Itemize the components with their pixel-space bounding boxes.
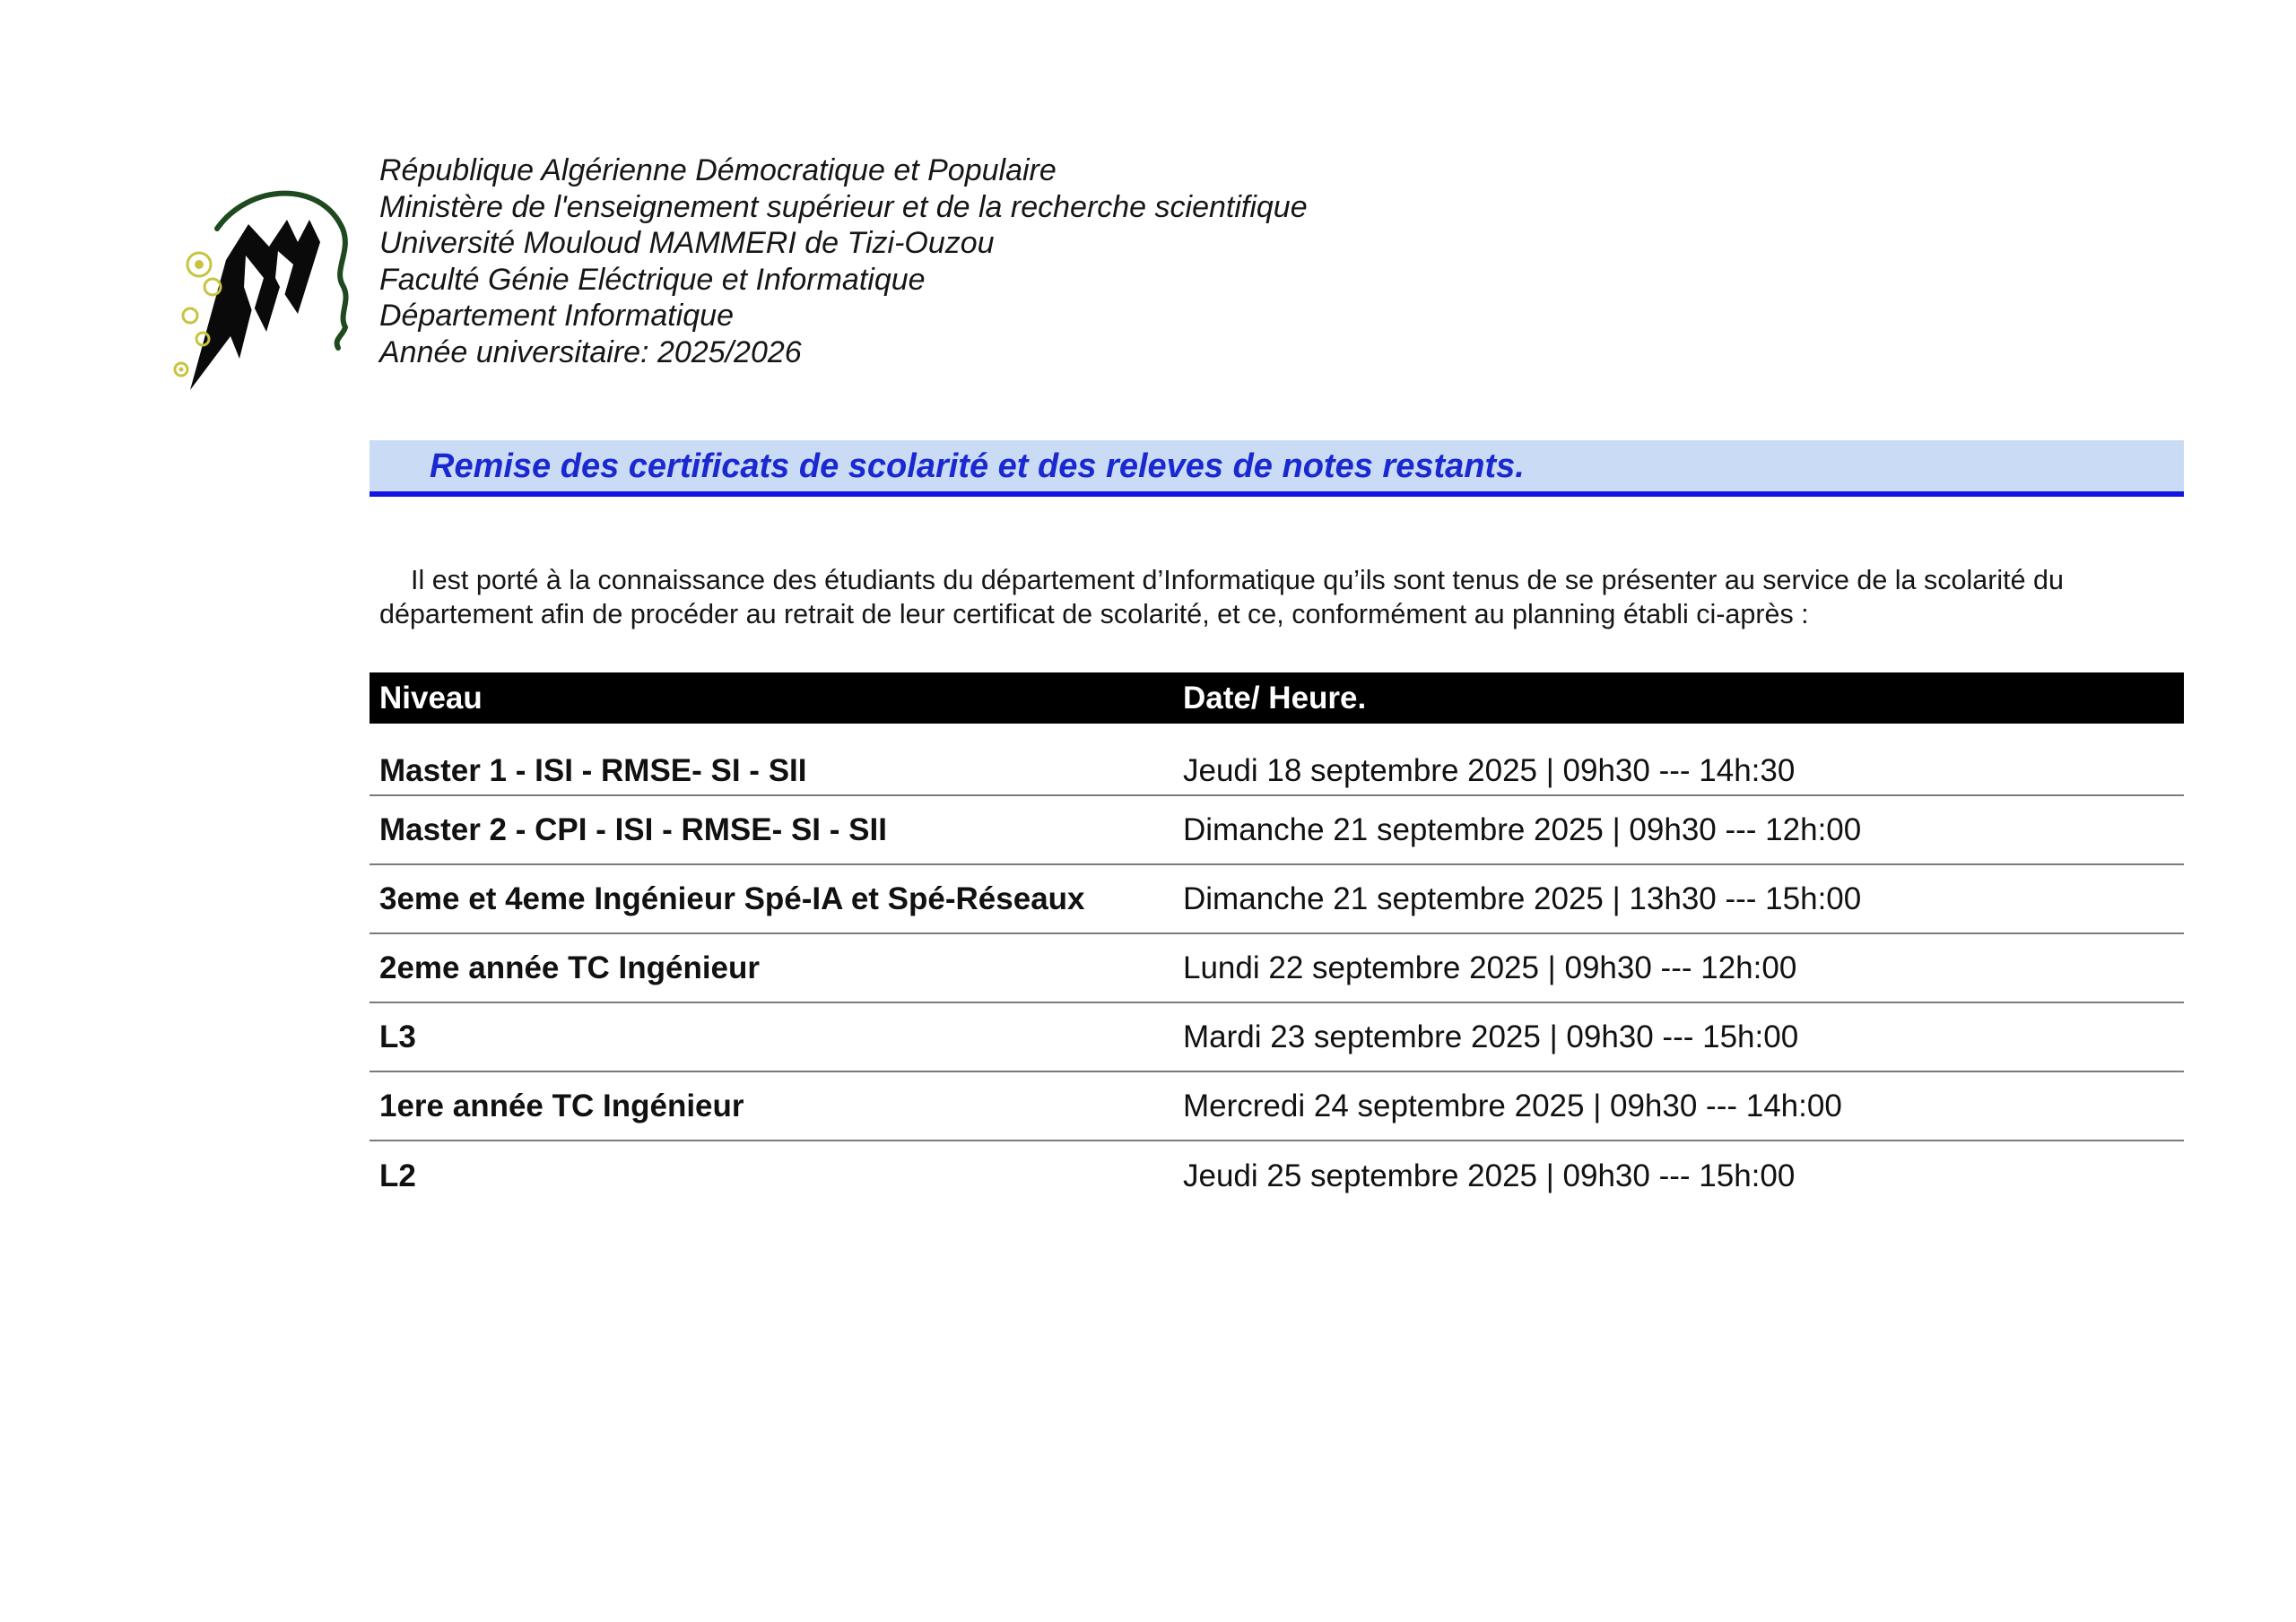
table-row bbox=[370, 934, 2184, 1003]
table-row bbox=[370, 1003, 2184, 1072]
cell-niveau: L2 bbox=[379, 1158, 416, 1193]
page-title: Remise des certificats de scolarité et des releves de notes restants. bbox=[430, 447, 1525, 485]
column-header-date: Date/ Heure. bbox=[1183, 680, 1367, 716]
header-line-republic: République Algérienne Démocratique et Populaire bbox=[379, 153, 1057, 187]
header-line-academic-year: Année universitaire: 2025/2026 bbox=[379, 334, 802, 369]
column-header-niveau: Niveau bbox=[379, 680, 483, 716]
cell-niveau: Master 1 - ISI - RMSE- SI - SII bbox=[379, 753, 807, 788]
cell-date: Mercredi 24 septembre 2025 | 09h30 --- 14h:00 bbox=[1183, 1088, 1842, 1123]
cell-date: Dimanche 21 septembre 2025 | 09h30 --- 12h:00 bbox=[1183, 811, 1862, 847]
table-row bbox=[370, 865, 2184, 934]
table-row bbox=[370, 1072, 2184, 1141]
table-row bbox=[370, 796, 2184, 865]
cell-niveau: 2eme année TC Ingénieur bbox=[379, 950, 761, 985]
table-header bbox=[370, 672, 2184, 724]
table-body bbox=[370, 744, 2184, 1210]
university-logo bbox=[163, 179, 365, 395]
cell-date: Mardi 23 septembre 2025 | 09h30 --- 15h:00 bbox=[1183, 1019, 1799, 1054]
cell-niveau: L3 bbox=[379, 1019, 416, 1054]
cell-date: Dimanche 21 septembre 2025 | 13h30 --- 15h:00 bbox=[1183, 880, 1862, 916]
header-line-faculty: Faculté Génie Eléctrique et Informatique bbox=[379, 262, 926, 297]
cell-date: Jeudi 18 septembre 2025 | 09h30 --- 14h:30 bbox=[1183, 753, 1796, 788]
schedule-table bbox=[370, 672, 2184, 1210]
cell-date: Lundi 22 septembre 2025 | 09h30 --- 12h:00 bbox=[1183, 950, 1797, 985]
cell-niveau: 1ere année TC Ingénieur bbox=[379, 1088, 744, 1123]
table-row bbox=[370, 744, 2184, 796]
cell-niveau: 3eme et 4eme Ingénieur Spé-IA et Spé-Réseaux bbox=[379, 880, 1085, 916]
title-banner bbox=[370, 440, 2184, 497]
header-line-ministry: Ministère de l'enseignement supérieur et de la recherche scientifique bbox=[379, 189, 1308, 224]
header-line-department: Département Informatique bbox=[379, 299, 734, 334]
table-row bbox=[370, 1141, 2184, 1210]
cell-niveau: Master 2 - CPI - ISI - RMSE- SI - SII bbox=[379, 811, 887, 847]
cell-date: Jeudi 25 septembre 2025 | 09h30 --- 15h:00 bbox=[1183, 1158, 1796, 1193]
intro-text: Il est porté à la connaissance des étudiants du département d’Informatique qu’ils sont tenus de se présenter au service de la scolarité du département afin de procéder au retrait de leur certificat de scolarité, et ce, conformément au planning établi ci-après : bbox=[379, 565, 2064, 629]
institution-header bbox=[379, 152, 1308, 371]
header-line-university: Université Mouloud MAMMERI de Tizi-Ouzou bbox=[379, 226, 995, 261]
intro-paragraph bbox=[379, 563, 2184, 631]
